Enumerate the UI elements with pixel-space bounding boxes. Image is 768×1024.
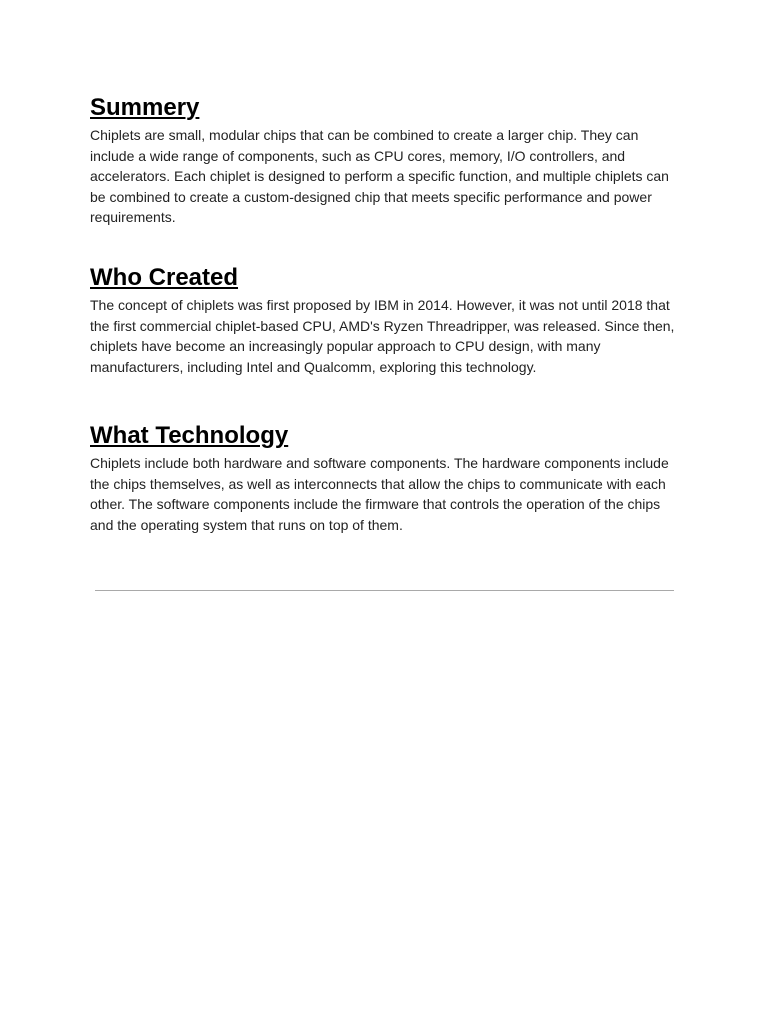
section-heading-who-created: Who Created <box>90 264 239 291</box>
section-body-summary: Chiplets are small, modular chips that can be combined to create a larger chip. They can include a wide range of components, such as CPU cores, memory, I/O controllers, and accelerators. Each chiplet is designed to perform a specific function, and multiple chiplets can be combined to create a custom-designed chip that meets specific performance and power requirements. <box>90 127 669 225</box>
section-heading-what-technology: What Technology <box>90 422 289 449</box>
section-heading-summary: Summery <box>90 94 200 121</box>
section-summary <box>90 94 680 228</box>
section-body-what-technology: Chiplets include both hardware and software components. The hardware components include the chips themselves, as well as interconnects that allow the chips to communicate with each other. The software components include the firmware that controls the operation of the chips and the operating system that runs on top of them. <box>90 455 669 533</box>
horizontal-divider <box>95 590 674 591</box>
section-what-technology <box>90 422 680 535</box>
section-body-who-created: The concept of chiplets was first proposed by IBM in 2014. However, it was not until 2018 that the first commercial chiplet-based CPU, AMD's Ryzen Threadripper, was released. Since then, chiplets have become an increasingly popular approach to CPU design, with many manufacturers, including Intel and Qualcomm, exploring this technology. <box>90 297 675 375</box>
section-who-created <box>90 264 680 377</box>
